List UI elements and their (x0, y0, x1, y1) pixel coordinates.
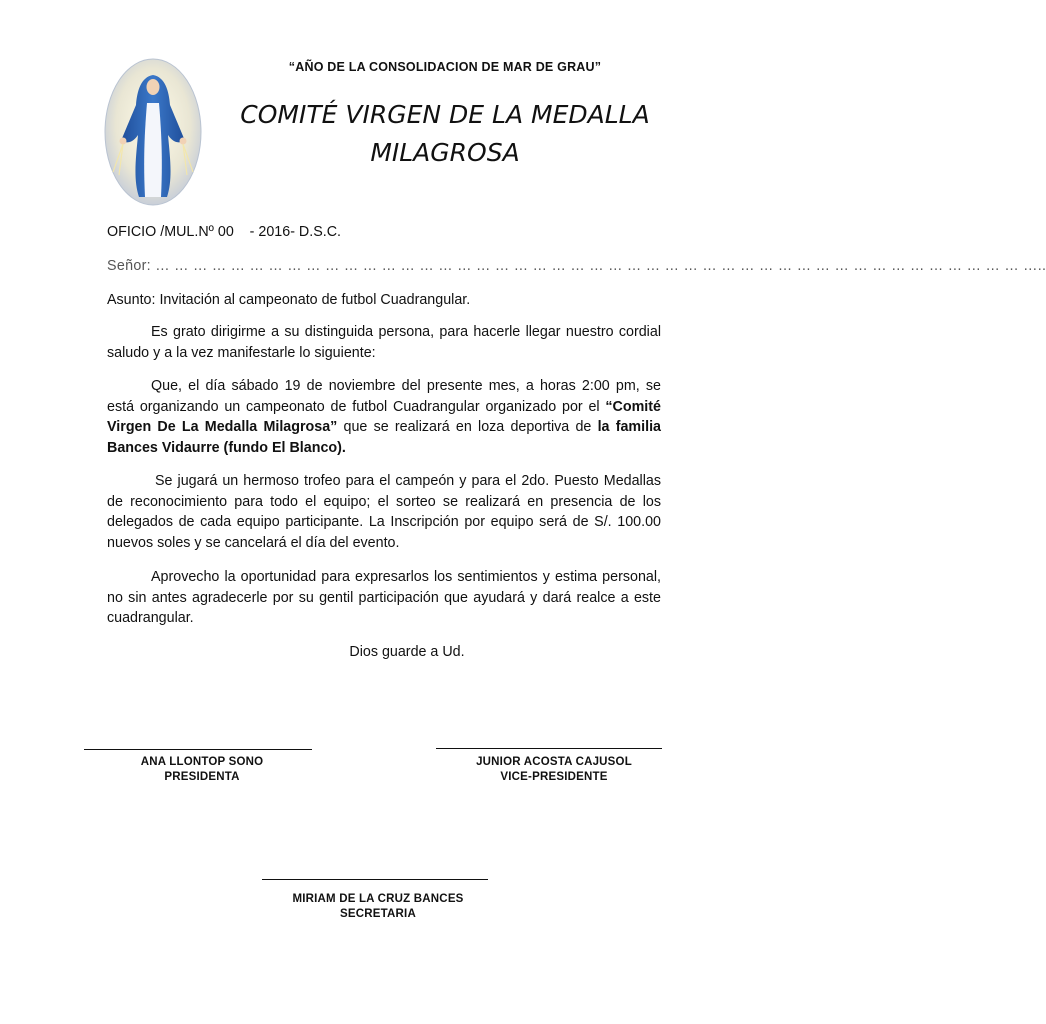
reference-number: OFICIO /MUL.Nº 00 - 2016- D.S.C. (107, 224, 342, 240)
recipient-dots: … … … … … … … … … … … … … … … … … … … … … … … … … … … … … … … … … … … … … … … … … … … … … … ….. (150, 258, 1046, 274)
para2-text-b: que se realizará en loza deportiva de (337, 419, 598, 436)
signature-secretary (262, 893, 494, 920)
paragraph-greeting: Es grato dirigirme a su distinguida persona, para hacerle llegar nuestro cordial saludo y a la vez manifestarle lo siguiente: (107, 324, 661, 361)
vice-president-name: JUNIOR ACOSTA CAJUSOL (476, 756, 632, 768)
paragraph-prizes: Se jugará un hermoso trofeo para el campeón y para el 2do. Puesto Medallas de reconocimiento para todo el equipo; el sorteo se realizará en presencia de los delegados de cada equipo participante. La Inscripción por equipo será de S/. 100.00 nuevos soles y se cancelará el día del evento. (107, 473, 661, 551)
secretary-name: MIRIAM DE LA CRUZ BANCES (292, 893, 464, 905)
secretary-role: SECRETARIA (340, 908, 416, 920)
recipient-line (107, 256, 1046, 277)
virgin-mary-image (103, 57, 203, 207)
vice-president-role: VICE-PRESIDENTE (500, 771, 608, 783)
signature-line-president (84, 749, 312, 750)
subject-line: Asunto: Invitación al campeonato de futbol Cuadrangular. (107, 292, 471, 308)
committee-name: “Comité Virgen De La Medalla Milagrosa” (107, 398, 661, 436)
signature-line-vice-president (436, 748, 662, 749)
venue-name: la familia Bances Vidaurre (fundo El Blanco). (107, 419, 661, 456)
para2-text-a: Que, el día sábado 19 de noviembre del presente mes, a horas 2:00 pm, se está organizando un campeonato de futbol Cuadrangular organizado por el (107, 378, 661, 415)
recipient-label: Señor: (107, 258, 151, 274)
signature-president (84, 756, 320, 783)
paragraph-thanks: Aprovecho la oportunidad para expresarlos los sentimientos y estima personal, no sin antes agradecerle por su gentil participación que ayudará y dará realce a este cuadrangular. (107, 569, 661, 627)
title-line-2: MILAGROSA (370, 138, 520, 167)
closing-phrase: Dios guarde a Ud. (349, 644, 465, 660)
year-motto: “AÑO DE LA CONSOLIDACION DE MAR DE GRAU” (288, 60, 602, 74)
signature-line-secretary (262, 879, 488, 880)
president-role: PRESIDENTA (164, 771, 240, 783)
president-name: ANA LLONTOP SONO (140, 756, 264, 768)
title-line-1: COMITÉ VIRGEN DE LA MEDALLA (240, 100, 650, 129)
paragraph-event-details (107, 376, 661, 458)
signature-vice-president (436, 756, 672, 783)
document-title (200, 96, 690, 172)
